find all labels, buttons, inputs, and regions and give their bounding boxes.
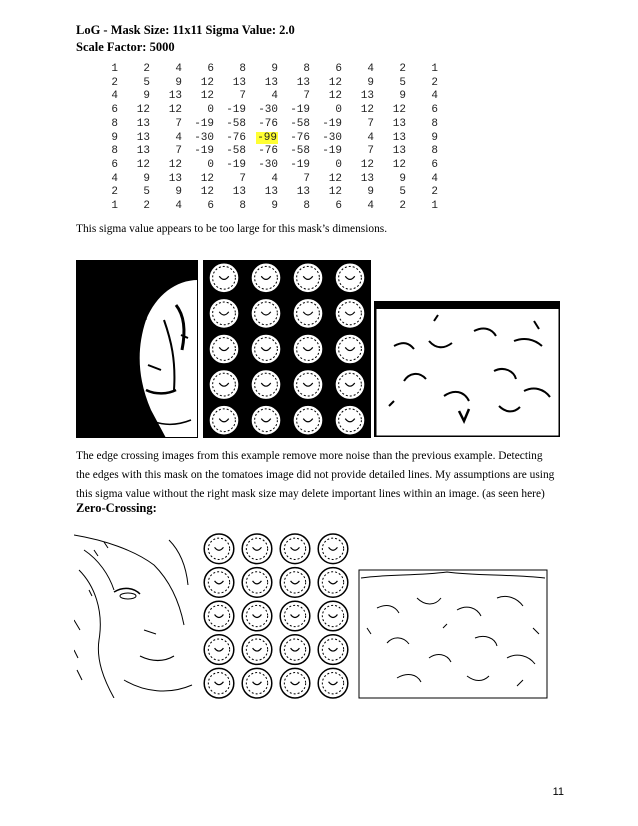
matrix-cell: 8 <box>111 117 118 130</box>
matrix-cell: -76 <box>258 145 278 158</box>
matrix-cell: -76 <box>290 131 310 144</box>
coin-shape <box>280 534 310 564</box>
matrix-row <box>86 118 438 132</box>
matrix-cell: -19 <box>290 158 310 171</box>
matrix-cell: 4 <box>175 63 182 75</box>
coin-shape <box>334 262 366 294</box>
matrix-cell: 13 <box>232 76 246 89</box>
coin-shape <box>208 333 240 365</box>
matrix-cell: 6 <box>431 158 438 171</box>
matrix-cell: 7 <box>175 117 182 130</box>
matrix-cell: 12 <box>136 158 150 171</box>
matrix-cell: -19 <box>194 145 214 158</box>
coin-shape <box>208 262 240 294</box>
coin-shape <box>242 534 272 564</box>
coin-shape <box>318 601 348 631</box>
matrix-cell: 9 <box>111 131 118 144</box>
coins-edge-image <box>203 260 371 438</box>
matrix-cell: 2 <box>431 76 438 89</box>
matrix-cell: 0 <box>207 104 214 117</box>
matrix-cell: 8 <box>239 63 246 75</box>
matrix-cell: 13 <box>392 145 406 158</box>
zero-crossing-heading: Zero-Crossing: <box>76 501 157 515</box>
matrix-cell: 13 <box>168 90 182 103</box>
matrix-row <box>86 159 438 173</box>
matrix-cell: 13 <box>360 90 374 103</box>
matrix-cell: 4 <box>111 172 118 185</box>
matrix-cell: 8 <box>303 63 310 75</box>
matrix-cell: 4 <box>431 172 438 185</box>
matrix-cell: 9 <box>143 172 150 185</box>
matrix-row <box>86 200 438 214</box>
matrix-cell: 13 <box>296 186 310 199</box>
matrix-cell: 12 <box>200 172 214 185</box>
coin-shape <box>204 635 234 665</box>
coin-shape <box>318 568 348 598</box>
coin-shape <box>292 369 324 401</box>
face-edge-image <box>76 260 198 438</box>
matrix-cell: 12 <box>328 172 342 185</box>
matrix-cell: 12 <box>200 90 214 103</box>
coin-shape <box>280 668 310 698</box>
matrix-cell: -58 <box>226 117 246 130</box>
matrix-cell: 9 <box>399 90 406 103</box>
matrix-cell: 4 <box>431 90 438 103</box>
matrix-row <box>86 173 438 187</box>
matrix-row <box>86 145 438 159</box>
coin-shape <box>242 601 272 631</box>
matrix-cell: 7 <box>367 117 374 130</box>
matrix-cell: 9 <box>175 76 182 89</box>
matrix-cell: -19 <box>226 104 246 117</box>
coin-shape <box>280 635 310 665</box>
matrix-row <box>86 63 438 77</box>
matrix-cell: 7 <box>367 145 374 158</box>
matrix-cell: 13 <box>392 117 406 130</box>
matrix-cell: 9 <box>271 63 278 75</box>
matrix-cell: -30 <box>194 131 214 144</box>
matrix-row <box>86 104 438 118</box>
coin-shape <box>242 668 272 698</box>
matrix-cell: 7 <box>303 172 310 185</box>
sigma-note: This sigma value appears to be too large for this mask’s dimensions. <box>76 223 388 235</box>
matrix-cell: 12 <box>328 90 342 103</box>
matrix-cell: 2 <box>111 76 118 89</box>
page-number: 11 <box>552 786 564 798</box>
coin-shape <box>208 298 240 330</box>
matrix-cell: 9 <box>399 172 406 185</box>
matrix-cell: 4 <box>367 63 374 75</box>
matrix-cell: 13 <box>136 131 150 144</box>
coin-shape <box>292 333 324 365</box>
matrix-cell: 2 <box>111 186 118 199</box>
matrix-cell: 2 <box>399 63 406 75</box>
coin-shape <box>334 298 366 330</box>
matrix-row <box>86 132 438 146</box>
matrix-cell: 12 <box>328 186 342 199</box>
coin-shape <box>280 568 310 598</box>
matrix-cell: 8 <box>431 117 438 130</box>
matrix-cell: 9 <box>271 200 278 213</box>
matrix-cell: 8 <box>239 200 246 213</box>
matrix-cell: -99 <box>257 131 277 144</box>
coin-shape <box>208 369 240 401</box>
matrix-cell: 5 <box>143 186 150 199</box>
matrix-cell: 7 <box>239 172 246 185</box>
coin-shape <box>318 635 348 665</box>
matrix-cell: 13 <box>168 172 182 185</box>
coin-shape <box>250 369 282 401</box>
explanation-paragraph <box>76 447 566 504</box>
matrix-row <box>86 90 438 104</box>
matrix-cell: -19 <box>290 104 310 117</box>
matrix-cell: 12 <box>392 104 406 117</box>
matrix-cell: 12 <box>136 104 150 117</box>
coin-shape <box>250 298 282 330</box>
matrix-cell: -19 <box>226 158 246 171</box>
matrix-cell: 9 <box>431 131 438 144</box>
coin-shape <box>292 262 324 294</box>
matrix-cell: 9 <box>143 90 150 103</box>
matrix-row <box>86 77 438 91</box>
matrix-cell: 0 <box>207 158 214 171</box>
matrix-cell: 13 <box>392 131 406 144</box>
tomatoes-edge-image <box>374 301 560 437</box>
coin-shape <box>318 534 348 564</box>
matrix-cell: 4 <box>111 90 118 103</box>
log-mask-matrix <box>86 63 438 214</box>
matrix-cell: 12 <box>168 158 182 171</box>
matrix-cell: 4 <box>271 172 278 185</box>
face-zero-crossing-image <box>74 530 196 698</box>
matrix-cell: 4 <box>367 200 374 213</box>
matrix-cell: -76 <box>258 117 278 130</box>
matrix-cell: 7 <box>175 145 182 158</box>
matrix-cell: 12 <box>392 158 406 171</box>
matrix-cell: 8 <box>303 200 310 213</box>
matrix-cell: -19 <box>322 117 342 130</box>
matrix-cell: 13 <box>136 145 150 158</box>
paragraph-line: this sigma value without the right mask size may delete important lines within an image. (as seen here) <box>76 488 545 500</box>
matrix-row <box>86 186 438 200</box>
matrix-cell: 2 <box>431 186 438 199</box>
coin-shape <box>208 404 240 436</box>
matrix-cell: -30 <box>258 158 278 171</box>
coin-shape <box>250 404 282 436</box>
matrix-cell: 12 <box>168 104 182 117</box>
matrix-cell: 8 <box>431 145 438 158</box>
matrix-cell: -76 <box>226 131 246 144</box>
matrix-cell: 4 <box>175 200 182 213</box>
tomatoes-zero-crossing-image <box>357 568 549 700</box>
matrix-cell: -58 <box>290 145 310 158</box>
coin-shape <box>242 568 272 598</box>
section-title: LoG - Mask Size: 11x11 Sigma Value: 2.0 <box>76 23 295 37</box>
matrix-cell: 1 <box>111 63 118 75</box>
coin-shape <box>204 568 234 598</box>
coin-shape <box>334 333 366 365</box>
matrix-cell: 4 <box>175 131 182 144</box>
matrix-cell: 1 <box>111 200 118 213</box>
matrix-cell: 12 <box>200 76 214 89</box>
matrix-cell: -30 <box>322 131 342 144</box>
coin-shape <box>204 601 234 631</box>
matrix-cell: 5 <box>399 186 406 199</box>
matrix-cell: 13 <box>360 172 374 185</box>
matrix-cell: 6 <box>111 158 118 171</box>
matrix-cell: 13 <box>264 186 278 199</box>
coin-shape <box>204 668 234 698</box>
matrix-cell: -58 <box>226 145 246 158</box>
coin-shape <box>250 333 282 365</box>
matrix-cell: -19 <box>194 117 214 130</box>
matrix-cell: 9 <box>367 76 374 89</box>
matrix-cell: -30 <box>258 104 278 117</box>
matrix-cell: 13 <box>264 76 278 89</box>
matrix-cell: 8 <box>111 145 118 158</box>
coin-shape <box>242 635 272 665</box>
matrix-cell: -19 <box>322 145 342 158</box>
matrix-cell: 0 <box>335 104 342 117</box>
matrix-cell: 12 <box>360 158 374 171</box>
matrix-cell: -58 <box>290 117 310 130</box>
coin-shape <box>292 298 324 330</box>
matrix-cell: 7 <box>303 90 310 103</box>
matrix-cell: 2 <box>143 63 150 75</box>
coin-shape <box>334 404 366 436</box>
matrix-cell: 6 <box>111 104 118 117</box>
scale-factor-label: Scale Factor: 5000 <box>76 40 175 54</box>
paragraph-line: The edge crossing images from this example remove more noise than the previous example. Detecting <box>76 450 543 462</box>
coin-shape <box>292 404 324 436</box>
paragraph-line: the edges with this mask on the tomatoes image did not provide detailed lines. My assumptions are using <box>76 469 555 481</box>
matrix-cell: 7 <box>239 90 246 103</box>
matrix-cell: 9 <box>367 186 374 199</box>
matrix-cell: 1 <box>431 63 438 75</box>
matrix-cell: 0 <box>335 158 342 171</box>
matrix-cell: 12 <box>360 104 374 117</box>
matrix-cell: 12 <box>328 76 342 89</box>
matrix-cell: 6 <box>335 63 342 75</box>
coin-shape <box>334 369 366 401</box>
matrix-cell: 4 <box>367 131 374 144</box>
matrix-cell: 6 <box>207 63 214 75</box>
coin-shape <box>250 262 282 294</box>
matrix-cell: 2 <box>143 200 150 213</box>
matrix-cell: 12 <box>200 186 214 199</box>
matrix-cell: 9 <box>175 186 182 199</box>
coin-shape <box>318 668 348 698</box>
matrix-cell: 1 <box>431 200 438 213</box>
matrix-cell: 5 <box>399 76 406 89</box>
coin-shape <box>280 601 310 631</box>
matrix-cell: 13 <box>136 117 150 130</box>
matrix-cell: 5 <box>143 76 150 89</box>
matrix-cell: 13 <box>296 76 310 89</box>
coin-shape <box>204 534 234 564</box>
coins-zero-crossing-image <box>200 532 352 700</box>
matrix-cell: 6 <box>207 200 214 213</box>
matrix-cell: 6 <box>335 200 342 213</box>
matrix-cell: 6 <box>431 104 438 117</box>
matrix-cell: 2 <box>399 200 406 213</box>
matrix-cell: 13 <box>232 186 246 199</box>
matrix-cell: 4 <box>271 90 278 103</box>
